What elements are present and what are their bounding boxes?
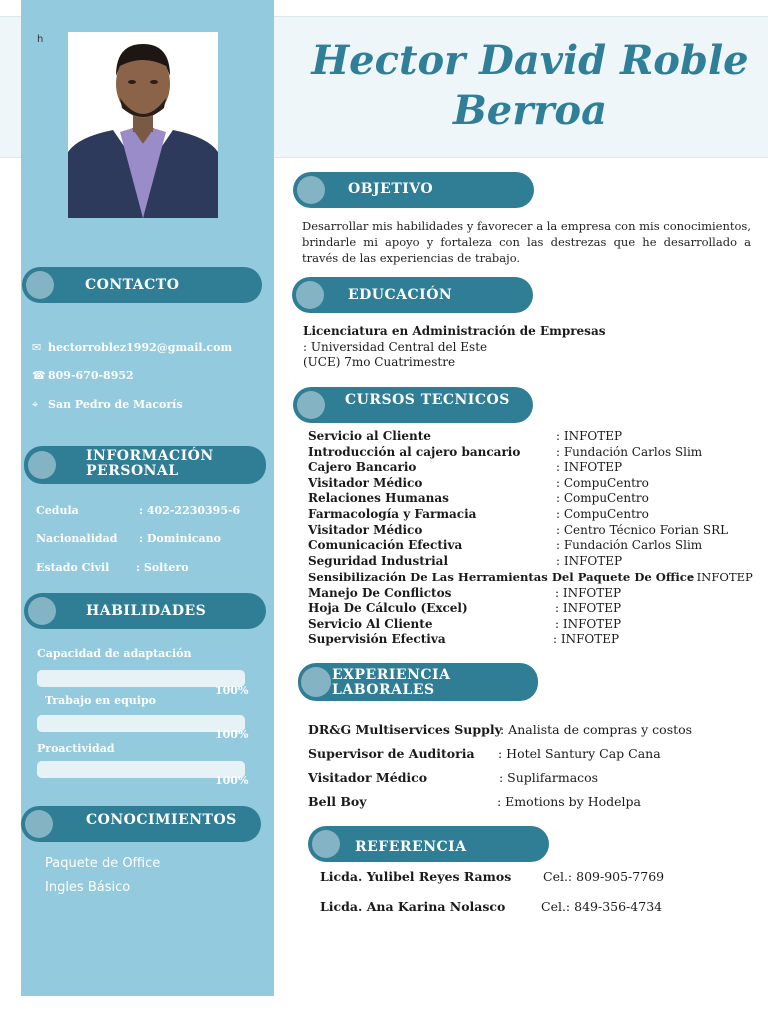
skill-percent: 100% — [215, 728, 249, 741]
course-name: Servicio al Cliente — [308, 429, 431, 443]
profile-photo — [68, 32, 218, 218]
experience-company: Visitador Médico — [308, 770, 428, 785]
course-name: Visitador Médico — [308, 476, 423, 490]
course-name: Farmacología y Farmacia — [308, 507, 477, 521]
referencia-header: REFERENCIA — [308, 826, 549, 862]
course-institution: : INFOTEP — [689, 570, 753, 584]
experience-role: : Emotions by Hodelpa — [497, 794, 641, 809]
circle-bullet-icon — [301, 667, 331, 697]
reference-name: Licda. Ana Karina Nolasco — [320, 899, 506, 914]
experience-company: Bell Boy — [308, 794, 367, 809]
skill-bar — [37, 670, 245, 687]
experiencia-header: EXPERIENCIA LABORALES — [298, 663, 538, 701]
course-institution: : INFOTEP — [553, 632, 620, 646]
experience-company: DR&G Multiservices Supply — [308, 722, 502, 737]
educacion-header: EDUCACIÓN — [292, 277, 533, 313]
course-name: Comunicación Efectiva — [308, 538, 463, 552]
skill-bar — [37, 715, 245, 732]
skill-bar — [37, 761, 245, 778]
circle-bullet-icon — [297, 391, 325, 419]
reference-phone: Cel.: 849-356-4734 — [541, 899, 663, 914]
personal-label: Cedula — [36, 504, 79, 517]
experience-role: : Suplifarmacos — [499, 770, 599, 785]
contact-phone: ☎ 809-670-8952 — [32, 369, 134, 382]
course-institution: : CompuCentro — [556, 507, 649, 521]
person-portrait-icon — [68, 32, 218, 218]
cursos-header: CURSOS TECNICOS — [293, 387, 533, 423]
experience-role: : Analista de compras y costos — [500, 722, 693, 737]
education-school: : Universidad Central del Este — [303, 340, 488, 354]
course-name: Supervisión Efectiva — [308, 632, 446, 646]
course-institution: : CompuCentro — [556, 491, 649, 505]
objetivo-header: OBJETIVO — [293, 172, 534, 208]
full-name — [300, 36, 760, 136]
personal-label: Nacionalidad — [36, 532, 118, 545]
experience-role: : Hotel Santury Cap Cana — [498, 746, 661, 761]
objetivo-text: Desarrollar mis habilidades y favorecer a la empresa con mis conocimientos, brindarle mi apoyo y fortaleza con las destrezas que he desarrollado a través de las experiencias de trabajo. — [302, 219, 751, 265]
reference-phone: Cel.: 809-905-7769 — [543, 869, 665, 884]
course-institution: : Fundación Carlos Slim — [556, 445, 703, 459]
course-name: Relaciones Humanas — [308, 491, 449, 505]
experience-company: Supervisor de Auditoria — [308, 746, 475, 761]
course-institution: : INFOTEP — [556, 554, 623, 568]
skill-percent: 100% — [215, 774, 249, 787]
course-name: Cajero Bancario — [308, 460, 417, 474]
location-icon: ⌖ — [32, 398, 39, 411]
course-name: Manejo De Conflictos — [308, 586, 452, 600]
header-band-left — [0, 16, 21, 158]
course-name: Visitador Médico — [308, 523, 423, 537]
knowledge-item: Ingles Básico — [45, 880, 131, 895]
habilidades-header: HABILIDADES — [24, 593, 266, 629]
informacion-personal-header: INFORMACIÓN PERSONAL — [24, 446, 266, 484]
personal-label: Estado Civil — [36, 561, 110, 574]
personal-value: : Dominicano — [139, 532, 221, 545]
course-institution: : INFOTEP — [555, 601, 622, 615]
mail-icon: ✉ — [32, 341, 42, 354]
course-name: Seguridad Industrial — [308, 554, 448, 568]
knowledge-item: Paquete de Office — [45, 856, 161, 871]
course-name: Hoja De Cálculo (Excel) — [308, 601, 468, 615]
circle-bullet-icon — [297, 176, 325, 204]
corner-mark: h — [37, 34, 44, 45]
personal-value: : Soltero — [136, 561, 189, 574]
course-institution: : Centro Técnico Forian SRL — [556, 523, 729, 537]
skill-percent: 100% — [215, 684, 249, 697]
course-institution: : Fundación Carlos Slim — [556, 538, 703, 552]
personal-value: : 402-2230395-6 — [139, 504, 241, 517]
skill-label: Capacidad de adaptación — [37, 647, 192, 660]
education-term: (UCE) 7mo Cuatrimestre — [303, 355, 456, 369]
skill-label: Proactividad — [37, 742, 115, 755]
conocimientos-header: CONOCIMIENTOS — [21, 806, 261, 842]
name-line-2: Berroa — [452, 87, 607, 134]
circle-bullet-icon — [26, 271, 54, 299]
circle-bullet-icon — [296, 281, 324, 309]
reference-name: Licda. Yulibel Reyes Ramos — [320, 869, 512, 884]
circle-bullet-icon — [25, 810, 53, 838]
course-institution: : INFOTEP — [555, 586, 622, 600]
education-degree: Licenciatura en Administración de Empresas — [303, 324, 606, 338]
course-institution: : CompuCentro — [556, 476, 649, 490]
circle-bullet-icon — [28, 451, 56, 479]
phone-icon: ☎ — [32, 369, 46, 382]
course-name: Servicio Al Cliente — [308, 617, 433, 631]
contacto-header: CONTACTO — [22, 267, 262, 303]
circle-bullet-icon — [28, 597, 56, 625]
circle-bullet-icon — [312, 830, 340, 858]
course-name: Sensibilización De Las Herramientas Del Paquete De Office — [308, 570, 695, 584]
course-institution: : INFOTEP — [555, 617, 622, 631]
name-line-1: Hector David Roble — [311, 37, 749, 84]
course-institution: : INFOTEP — [556, 460, 623, 474]
contact-city: ⌖ San Pedro de Macorís — [32, 398, 183, 411]
skill-label: Trabajo en equipo — [45, 694, 156, 707]
contact-email: ✉ hectorroblez1992@gmail.com — [32, 341, 233, 354]
course-name: Introducción al cajero bancario — [308, 445, 521, 459]
course-institution: : INFOTEP — [556, 429, 623, 443]
